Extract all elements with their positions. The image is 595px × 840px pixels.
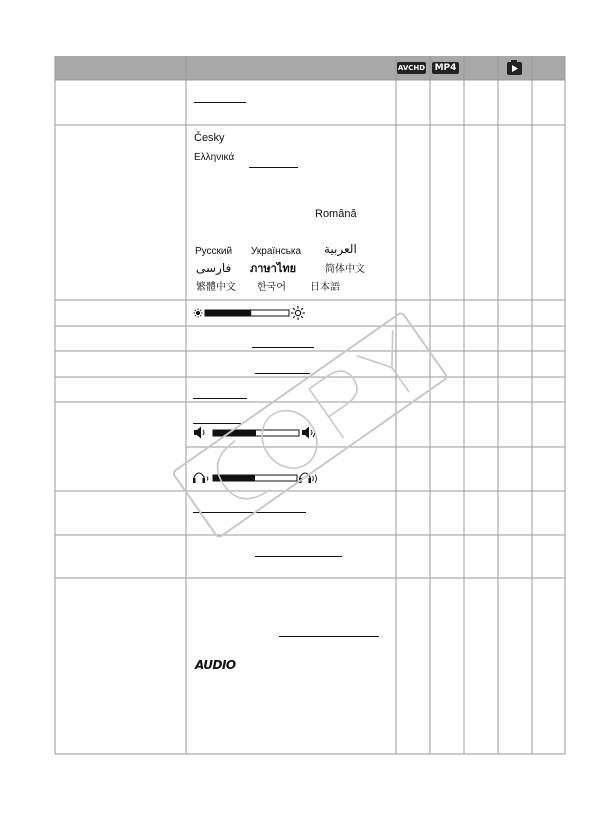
language-romanian: Română [315,208,357,220]
speaker-low-icon [194,427,204,439]
brightness-high-icon [291,306,305,320]
language-arabic: العربية [324,242,357,256]
language-simplified-chinese: 简体中文 [325,264,365,275]
speaker-volume-fill [213,430,256,436]
headphone-volume-slider [193,473,317,483]
brightness-slider [194,306,306,320]
language-ukrainian: Українська [251,246,302,257]
blank-line [255,556,342,557]
language-traditional-chinese: 繁體中文 [196,282,236,293]
speaker-high-icon [302,427,315,439]
language-greek: Ελληνικά [194,152,235,163]
blank-line [193,398,247,399]
column-dividers [55,56,565,754]
language-korean: 한국어 [257,282,286,293]
row-dividers [55,80,565,754]
audio-logo-icon: AUDIO [195,658,236,672]
blank-line [193,512,306,513]
language-czech: Česky [194,132,225,144]
blank-line [193,423,241,424]
brightness-low-icon [194,309,203,318]
playback-camera-icon [507,60,522,75]
blank-line [249,167,298,168]
language-russian: Русский [195,246,233,257]
headphone-high-icon [299,473,317,483]
blank-line [279,636,379,637]
headphone-volume-fill [213,475,255,481]
language-thai: ภาษาไทย [250,262,297,275]
table-header [55,56,565,80]
avchd-mode-badge: AVCHD [397,64,426,72]
blank-line [194,102,246,103]
brightness-fill [205,310,251,316]
blank-line [252,347,314,348]
language-japanese: 日本語 [310,282,340,293]
speaker-volume-slider [194,427,315,439]
mp4-mode-badge: MP4 [432,62,459,74]
headphone-low-icon [193,473,208,483]
language-persian: فارسی [196,261,232,275]
blank-line [255,373,310,374]
